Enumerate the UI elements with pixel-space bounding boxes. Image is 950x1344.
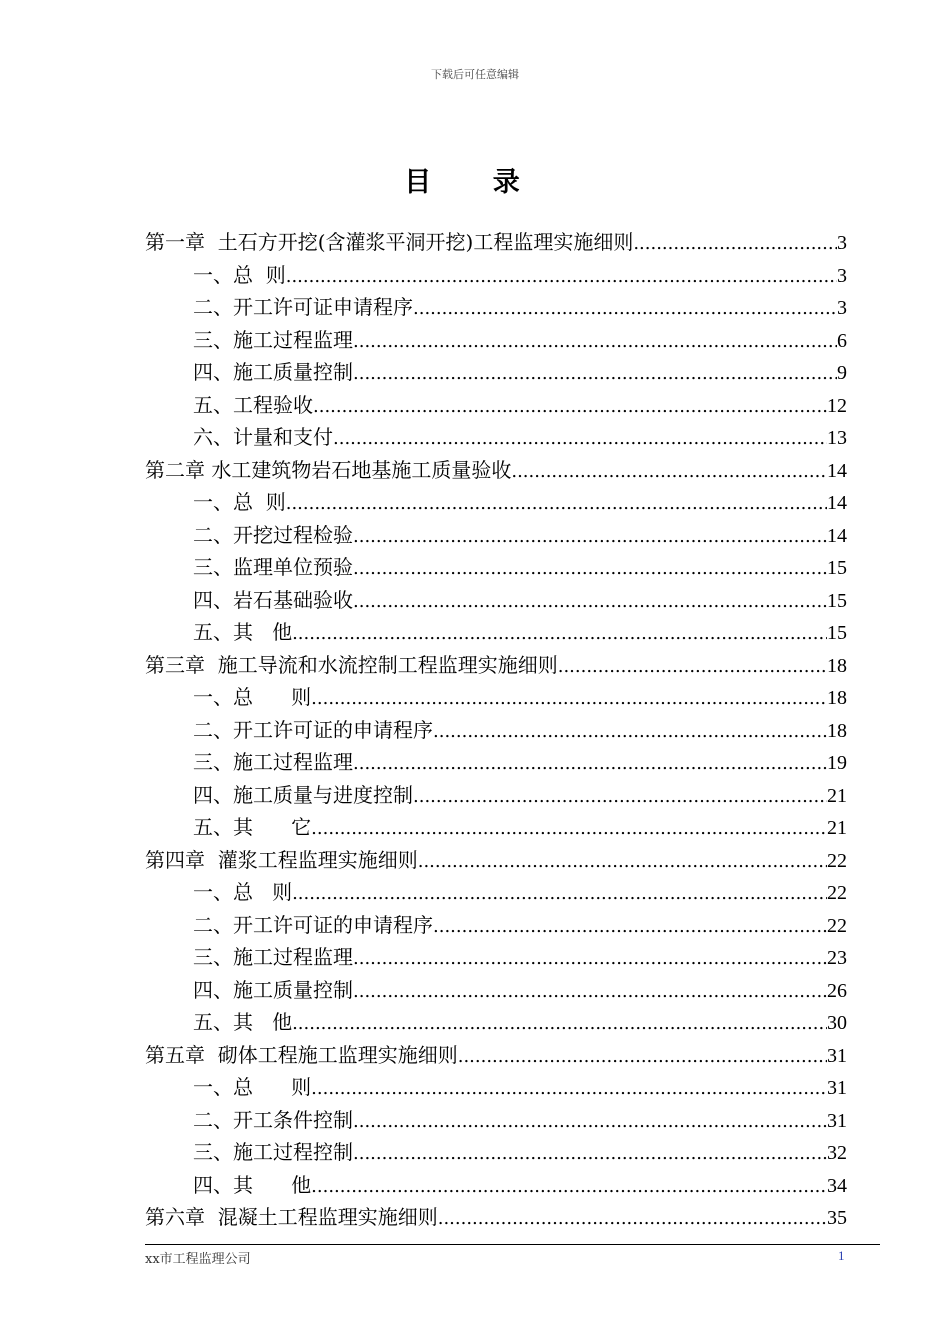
toc-leader-dots (438, 1203, 827, 1236)
toc-section-entry[interactable] (145, 1071, 847, 1104)
toc-leader-dots (353, 358, 837, 391)
toc-leader-dots (353, 943, 827, 976)
toc-entry-page: 31 (827, 1109, 847, 1132)
toc-entry-label: 二、开挖过程检验 (193, 522, 353, 547)
toc-leader-dots (433, 911, 827, 944)
toc-entry-label: 第三章 施工导流和水流控制工程监理实施细则 (145, 652, 558, 677)
toc-entry-label: 一、总 则 (193, 262, 286, 287)
toc-leader-dots (353, 976, 827, 1009)
toc-entry-page: 23 (827, 947, 847, 969)
toc-entry-page: 34 (827, 1174, 847, 1197)
toc-chapter-entry[interactable] (145, 226, 847, 259)
toc-entry-page: 3 (837, 264, 847, 287)
toc-entry-page: 18 (827, 654, 847, 677)
toc-entry-page: 12 (827, 394, 847, 417)
toc-leader-dots (311, 1171, 827, 1204)
toc-entry-label: 五、其 他 (193, 1010, 293, 1034)
toc-entry-page: 14 (827, 459, 847, 482)
toc-entry-label: 第二章 水工建筑物岩石地基施工质量验收 (145, 457, 512, 482)
toc-leader-dots (311, 813, 827, 846)
toc-chapter-entry[interactable] (145, 1039, 847, 1072)
footer-company-name: xx市工程监理公司 (145, 1252, 251, 1267)
toc-leader-dots (286, 261, 837, 294)
toc-section-entry[interactable] (145, 941, 847, 974)
table-of-contents (145, 226, 847, 1234)
toc-entry-page: 13 (827, 427, 847, 449)
toc-section-entry[interactable] (145, 616, 847, 649)
toc-entry-label: 二、开工许可证申请程序 (193, 295, 413, 319)
toc-section-entry[interactable] (145, 324, 847, 357)
header-note: 下载后可任意编辑 (431, 68, 519, 81)
toc-entry-page: 15 (827, 557, 847, 579)
toc-leader-dots (292, 618, 827, 651)
toc-section-entry[interactable] (145, 584, 847, 617)
toc-chapter-entry[interactable] (145, 1201, 847, 1234)
toc-leader-dots (286, 488, 827, 521)
toc-section-entry[interactable] (145, 486, 847, 519)
toc-section-entry[interactable] (145, 974, 847, 1007)
toc-entry-label: 四、施工质量与进度控制 (193, 782, 413, 807)
toc-title: 目 录 (404, 167, 546, 198)
toc-section-entry[interactable] (145, 291, 847, 324)
toc-entry-page: 21 (827, 817, 847, 839)
toc-section-entry[interactable] (145, 681, 847, 714)
toc-entry-page: 32 (827, 1142, 847, 1164)
toc-entry-label: 一、总 则 (193, 685, 312, 709)
toc-entry-label: 四、其 他 (193, 1172, 312, 1197)
toc-leader-dots (458, 1041, 827, 1074)
toc-section-entry[interactable] (145, 259, 847, 292)
toc-entry-label: 五、工程验收 (193, 392, 313, 417)
toc-entry-label: 三、施工过程控制 (193, 1140, 353, 1164)
toc-entry-page: 31 (827, 1044, 847, 1067)
toc-entry-page: 30 (827, 1012, 847, 1034)
toc-entry-label: 四、施工质量控制 (193, 360, 353, 384)
toc-entry-page: 26 (827, 979, 847, 1002)
toc-leader-dots (333, 423, 827, 456)
toc-entry-label: 三、施工过程监理 (193, 327, 353, 352)
toc-entry-page: 9 (837, 362, 847, 384)
toc-leader-dots (353, 586, 827, 619)
toc-entry-page: 15 (827, 622, 847, 644)
toc-section-entry[interactable] (145, 876, 847, 909)
toc-entry-page: 18 (827, 687, 847, 709)
toc-leader-dots (633, 228, 837, 261)
toc-entry-page: 18 (827, 719, 847, 742)
toc-leader-dots (511, 456, 827, 489)
toc-leader-dots (292, 878, 827, 911)
footer-divider (145, 1244, 880, 1245)
toc-entry-label: 五、其 它 (193, 815, 312, 839)
toc-entry-label: 五、其 他 (193, 620, 293, 644)
toc-entry-label: 第一章 土石方开挖(含灌浆平洞开挖)工程监理实施细则 (145, 230, 634, 254)
toc-section-entry[interactable] (145, 356, 847, 389)
toc-entry-label: 三、施工过程监理 (193, 750, 353, 774)
toc-leader-dots (433, 716, 827, 749)
toc-entry-page: 14 (827, 524, 847, 547)
toc-chapter-entry[interactable] (145, 649, 847, 682)
toc-chapter-entry[interactable] (145, 454, 847, 487)
toc-section-entry[interactable] (145, 714, 847, 747)
toc-leader-dots (311, 683, 827, 716)
toc-entry-page: 19 (827, 752, 847, 774)
toc-entry-page: 3 (837, 297, 847, 319)
toc-entry-page: 35 (827, 1207, 847, 1229)
toc-section-entry[interactable] (145, 1104, 847, 1137)
toc-entry-page: 31 (827, 1077, 847, 1099)
toc-leader-dots (353, 748, 827, 781)
toc-section-entry[interactable] (145, 421, 847, 454)
toc-entry-page: 21 (827, 784, 847, 807)
toc-entry-label: 四、施工质量控制 (193, 977, 353, 1002)
toc-entry-page: 22 (827, 849, 847, 872)
toc-entry-page: 6 (837, 329, 847, 352)
toc-section-entry[interactable] (145, 811, 847, 844)
toc-entry-label: 一、总 则 (193, 1075, 312, 1099)
toc-entry-label: 一、总 则 (193, 490, 286, 514)
toc-chapter-entry[interactable] (145, 844, 847, 877)
toc-section-entry[interactable] (145, 1006, 847, 1039)
toc-section-entry[interactable] (145, 779, 847, 812)
toc-entry-label: 第四章 灌浆工程监理实施细则 (145, 847, 418, 872)
toc-section-entry[interactable] (145, 389, 847, 422)
toc-entry-label: 第五章 砌体工程施工监理实施细则 (145, 1042, 458, 1067)
toc-entry-label: 二、开工许可证的申请程序 (193, 912, 433, 937)
toc-leader-dots (353, 1106, 827, 1139)
toc-section-entry[interactable] (145, 519, 847, 552)
toc-leader-dots (292, 1008, 827, 1041)
toc-leader-dots (413, 781, 827, 814)
toc-entry-page: 22 (827, 882, 847, 904)
toc-section-entry[interactable] (145, 746, 847, 779)
toc-entry-page: 22 (827, 914, 847, 937)
toc-entry-label: 一、总 则 (193, 880, 293, 904)
toc-leader-dots (353, 1138, 827, 1171)
toc-entry-label: 三、监理单位预验 (193, 555, 353, 579)
toc-section-entry[interactable] (145, 1136, 847, 1169)
toc-entry-label: 二、开工条件控制 (193, 1107, 353, 1132)
toc-leader-dots (353, 326, 837, 359)
toc-section-entry[interactable] (145, 1169, 847, 1202)
toc-leader-dots (418, 846, 827, 879)
toc-entry-page: 14 (827, 492, 847, 514)
toc-leader-dots (353, 553, 827, 586)
toc-leader-dots (413, 293, 837, 326)
toc-leader-dots (353, 521, 827, 554)
toc-leader-dots (311, 1073, 827, 1106)
toc-entry-label: 第六章 混凝土工程监理实施细则 (145, 1205, 438, 1229)
toc-entry-page: 15 (827, 589, 847, 612)
toc-entry-label: 二、开工许可证的申请程序 (193, 717, 433, 742)
footer-page-number: 1 (838, 1248, 845, 1263)
toc-section-entry[interactable] (145, 551, 847, 584)
toc-entry-label: 三、施工过程监理 (193, 945, 353, 969)
toc-entry-label: 四、岩石基础验收 (193, 587, 353, 612)
toc-section-entry[interactable] (145, 909, 847, 942)
toc-entry-label: 六、计量和支付 (193, 425, 333, 449)
toc-leader-dots (313, 391, 827, 424)
toc-leader-dots (558, 651, 827, 684)
toc-entry-page: 3 (837, 232, 847, 254)
